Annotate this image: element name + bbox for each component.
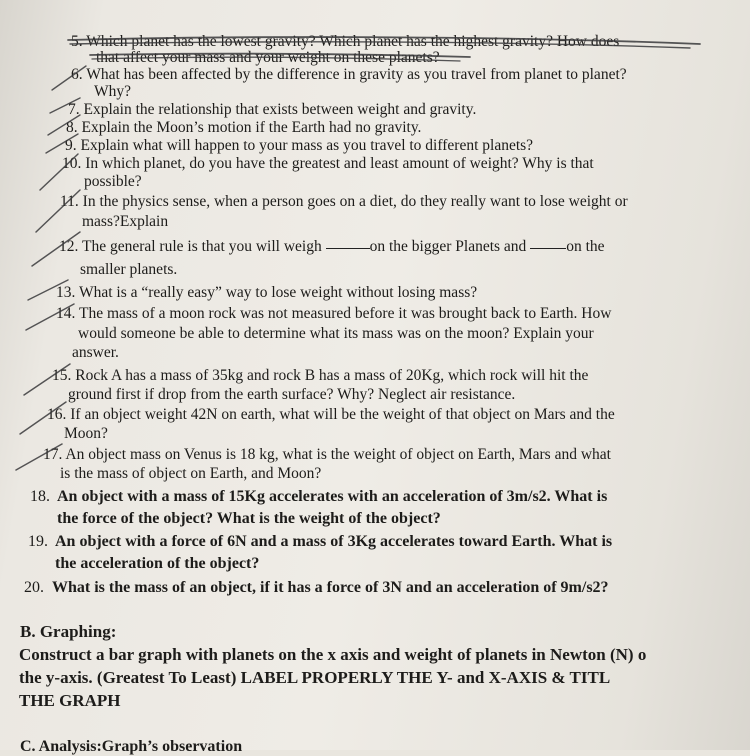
check-mark <box>40 154 78 190</box>
question-19-line-1: An object with a force of 6N and a mass of 3Kg accelerates toward Earth. What is <box>55 533 613 550</box>
check-mark <box>46 134 78 153</box>
question-20-number: 20. <box>24 579 44 596</box>
question-12-text-a: 12. The general rule is that you will weigh <box>59 238 326 255</box>
question-18-number: 18. <box>30 488 50 505</box>
question-17-line-2: is the mass of object on Earth, and Moon? <box>60 465 322 482</box>
section-b-instruction-line-2: the y-axis. (Greatest To Least) LABEL PROPERLY THE Y- and X-AXIS & TITL <box>19 668 611 687</box>
question-9-line-1: 9. Explain what will happen to your mass as you travel to different planets? <box>65 137 534 154</box>
question-6-line-1: 6. What has been affected by the difference in gravity as you travel from planet to planet? <box>71 66 627 83</box>
strike-through-mark <box>90 54 470 57</box>
section-b-heading: B. Graphing: <box>20 622 117 641</box>
question-10-line-1: 10. In which planet, do you have the greatest and least amount of weight? Why is that <box>62 155 594 172</box>
question-17-line-1: 17. An object mass on Venus is 18 kg, what is the weight of object on Earth, Mars and what <box>43 446 611 463</box>
question-5-line-1: 5. Which planet has the lowest gravity? Which planet has the highest gravity? How does <box>71 33 620 50</box>
question-15-line-1: 15. Rock A has a mass of 35kg and rock B has a mass of 20Kg, which rock will hit the <box>52 367 589 384</box>
question-8-line-1: 8. Explain the Moon’s motion if the Earth had no gravity. <box>66 119 422 136</box>
question-18-line-2: the force of the object? What is the weight of the object? <box>57 510 441 527</box>
question-14-line-1: 14. The mass of a moon rock was not measured before it was brought back to Earth. How <box>56 305 612 322</box>
question-12-line-2: smaller planets. <box>80 261 178 278</box>
question-14-line-3: answer. <box>72 344 119 361</box>
check-mark <box>20 402 66 434</box>
check-mark <box>26 304 74 330</box>
question-19-line-2: the acceleration of the object? <box>55 555 260 572</box>
section-b-instruction-line-3: THE GRAPH <box>19 691 121 710</box>
question-15-line-2: ground first if drop from the earth surface? Why? Neglect air resistance. <box>68 386 516 403</box>
question-12-text-c: on the <box>566 238 605 255</box>
question-13-line-1: 13. What is a “really easy” way to lose weight without losing mass? <box>56 284 478 301</box>
question-14-line-2: would someone be able to determine what its mass was on the moon? Explain your <box>78 325 594 342</box>
section-b-instruction-line-1: Construct a bar graph with planets on the x axis and weight of planets in Newton (N) o <box>19 645 647 664</box>
question-20-line-1: What is the mass of an object, if it has a force of 3N and an acceleration of 9m/s2? <box>52 579 609 596</box>
question-6-line-2: Why? <box>94 83 132 100</box>
check-mark <box>24 364 70 395</box>
question-16-line-2: Moon? <box>64 425 108 442</box>
question-11-line-1: 11. In the physics sense, when a person goes on a diet, do they really want to lose weight or <box>60 193 628 210</box>
question-18-line-1: An object with a mass of 15Kg accelerates with an acceleration of 3m/s2. What is <box>57 488 608 505</box>
question-19-number: 19. <box>28 533 48 550</box>
check-mark <box>32 232 80 266</box>
check-mark <box>52 66 86 90</box>
check-mark <box>36 190 80 232</box>
question-11-line-2: mass?Explain <box>82 213 169 230</box>
question-16-line-1: 16. If an object weight 42N on earth, what will be the weight of that object on Mars and the <box>47 406 615 423</box>
check-mark <box>16 444 62 470</box>
check-mark <box>48 115 80 135</box>
section-c-heading: C. Analysis:Graph’s observation <box>20 738 243 755</box>
question-10-line-2: possible? <box>84 173 142 190</box>
check-mark <box>28 280 68 300</box>
strike-through-mark <box>70 42 690 48</box>
question-7-line-1: 7. Explain the relationship that exists between weight and gravity. <box>68 101 477 118</box>
strike-through-mark <box>92 57 460 61</box>
question-5-line-2: that affect your mass and your weight on these planets? <box>96 49 440 66</box>
question-12-text-b: on the bigger Planets and <box>369 238 531 255</box>
check-mark <box>50 98 80 113</box>
